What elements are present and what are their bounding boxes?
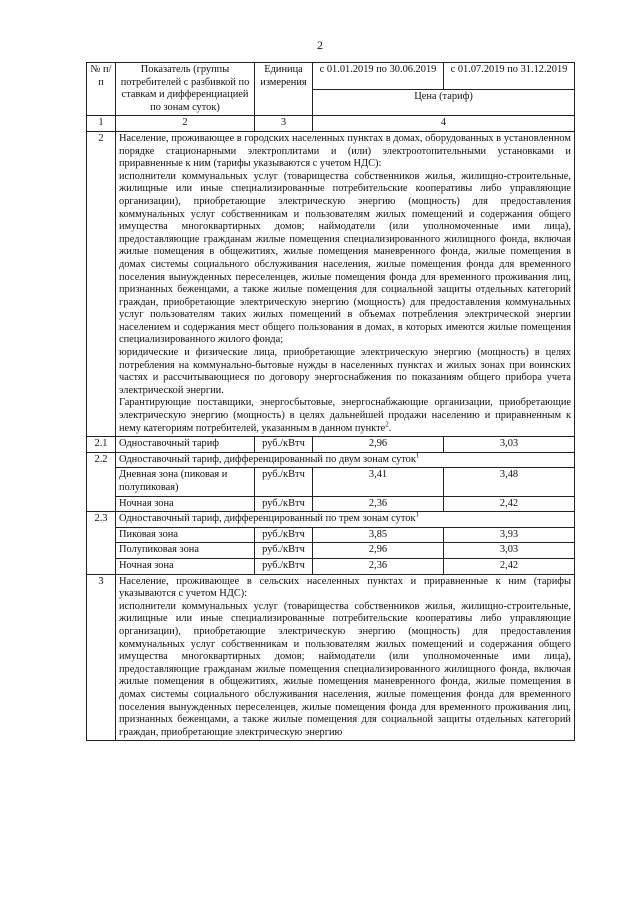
value-period-1: 3,85 <box>313 527 444 543</box>
tariff-label: Полупиковая зона <box>116 543 255 559</box>
tariff-label: Ночная зона <box>116 558 255 574</box>
value-period-1: 2,96 <box>313 437 444 453</box>
header-period-2: с 01.07.2019 по 31.12.2019 <box>444 63 575 90</box>
paragraph: Население, проживающее в городских населенных пунктах в домах, оборудованных в установленном порядке стационарными электроплитами и (или) электроотопительными установками и приравненные к ним (тарифы указываются с учетом НДС): <box>119 132 571 170</box>
unit-cell: руб./кВтч <box>255 496 313 512</box>
row-index: 3 <box>87 574 116 741</box>
paragraph: юридические и физические лица, приобретающие электрическую энергию (мощность) в целях потребления на коммунально-бытовые нужды в населенных пунктах и жилых зонах при воинских частях и рассчитывающиеся по договору энергоснабжения по показаниям общего прибора учета электрической энергии. <box>119 347 571 396</box>
header-row <box>87 63 575 90</box>
header-indicator: Показатель (группы потребителей с разбивкой по ставкам и дифференциацией по зонам суток) <box>116 63 255 116</box>
row-2-3-semipeak <box>87 543 575 559</box>
header-unit: Единица измерения <box>255 63 313 116</box>
value-period-2: 3,48 <box>444 468 575 496</box>
tariff-label: Одноставочный тариф <box>116 437 255 453</box>
tariff-label: Ночная зона <box>116 496 255 512</box>
header-num: № п/п <box>87 63 116 116</box>
value-period-1: 2,36 <box>313 496 444 512</box>
section-title <box>116 512 575 528</box>
value-period-2: 3,03 <box>444 543 575 559</box>
paragraph-text: Гарантирующие поставщики, энергосбытовые, энергоснабжающие организации, приобретающие электрическую энергию (мощность) в целях дальнейшей продажи населению и приравненным к нему категориям потребителей, указанным в данном пункте <box>119 397 571 434</box>
row-2-2-night <box>87 496 575 512</box>
section-title-text: Одноставочный тариф, дифференцированный по двум зонам суток <box>119 453 416 465</box>
unit-cell: руб./кВтч <box>255 468 313 496</box>
paragraph: исполнители коммунальных услуг (товарищества собственников жилья, жилищно-строительные, жилищные или иные специализированные потребительские кооперативы либо управляющие организации), приобретающие электрическую энергию (мощность) для предоставления коммунальных услуг собственникам и пользователям жилых помещений и содержания общего имущества многоквартирных домов; наймодатели (или уполномоченные ими лица), предоставляющие гражданам жилые помещения специализированного жилищного фонда, включая жилые помещения в общежитиях, жилые помещения маневренного фонда, жилые помещения в домах системы социального обслуживания населения, жилые помещения фонда для временного поселения вынужденных переселенцев, жилые помещения фонда для временного проживания лиц, признанных беженцами, а также жилые помещения для социальной защиты отдельных категорий граждан, приобретающие электрическую энергию (мощность) для предоставления коммунальных услуг пользователям таких жилых помещений в объемах потребления электрической энергии населением и содержания мест общего пользования в домах, в которых имеются жилые помещения специализированного жилого фонда; <box>119 170 571 346</box>
row-index: 2 <box>87 131 116 436</box>
unit-cell: руб./кВтч <box>255 437 313 453</box>
section-2-text <box>116 131 575 436</box>
paragraph: исполнители коммунальных услуг (товарищества собственников жилья, жилищно-строительные, жилищные или иные специализированные потребительские кооперативы либо управляющие организации), приобретающие электрическую энергию (мощность) для предоставления коммунальных услуг собственникам и пользователям жилых помещений и содержания общего имущества многоквартирных домов; наймодатели (или уполномоченные ими лица), предоставляющие гражданам жилые помещения специализированного жилищного фонда, включая жилые помещения в общежитиях, жилые помещения маневренного фонда, жилые помещения в домах системы социального обслуживания населения, жилые помещения фонда для временного поселения вынужденных переселенцев, жилые помещения фонда для временного проживания лиц, признанных беженцами, а также жилые помещения для социальной защиты отдельных категорий граждан, приобретающие электрическую энергию <box>119 600 571 738</box>
value-period-1: 3,41 <box>313 468 444 496</box>
column-number-3: 3 <box>255 116 313 132</box>
value-period-2: 3,93 <box>444 527 575 543</box>
tariff-label: Пиковая зона <box>116 527 255 543</box>
row-index: 2.1 <box>87 437 116 453</box>
section-3-text <box>116 574 575 741</box>
row-2-2-day <box>87 468 575 496</box>
value-period-2: 3,03 <box>444 437 575 453</box>
page-number: 2 <box>317 38 323 52</box>
column-number-4: 4 <box>313 116 575 132</box>
value-period-2: 2,42 <box>444 558 575 574</box>
row-index: 2.2 <box>87 452 116 511</box>
column-number-1: 1 <box>87 116 116 132</box>
value-period-1: 2,36 <box>313 558 444 574</box>
footnote-mark: 1 <box>415 451 420 460</box>
header-period-1: с 01.01.2019 по 30.06.2019 <box>313 63 444 90</box>
row-2-3-title <box>87 512 575 528</box>
column-numbers-row <box>87 116 575 132</box>
row-index: 2.3 <box>87 512 116 574</box>
column-number-2: 2 <box>116 116 255 132</box>
footnote-mark: 1 <box>415 510 419 519</box>
unit-cell: руб./кВтч <box>255 527 313 543</box>
paragraph: Гарантирующие поставщики, энергосбытовые, энергоснабжающие организации, приобретающие электрическую энергию (мощность) в целях дальнейшей продажи населению и приравненным к нему категориям потребителей, указанным в данном пункте$^2$. <box>119 397 571 434</box>
paragraph: Население, проживающее в сельских населенных пунктах и приравненные к ним (тарифы указываются с учетом НДС): <box>119 575 571 600</box>
row-2-3-night <box>87 558 575 574</box>
tariff-table <box>86 62 575 741</box>
row-2-3-peak <box>87 527 575 543</box>
value-period-1: 2,96 <box>313 543 444 559</box>
section-2-row <box>87 131 575 436</box>
tariff-label: Дневная зона (пиковая и полупиковая) <box>116 468 255 496</box>
row-2-2-title <box>87 452 575 468</box>
section-title <box>116 452 575 468</box>
value-period-2: 2,42 <box>444 496 575 512</box>
unit-cell: руб./кВтч <box>255 543 313 559</box>
section-3-row <box>87 574 575 741</box>
section-title-text: Одноставочный тариф, дифференцированный по трем зонам суток <box>119 513 416 525</box>
header-price: Цена (тариф) <box>313 89 575 116</box>
row-2-1 <box>87 437 575 453</box>
footnote-mark: 2 <box>385 420 389 429</box>
unit-cell: руб./кВтч <box>255 558 313 574</box>
